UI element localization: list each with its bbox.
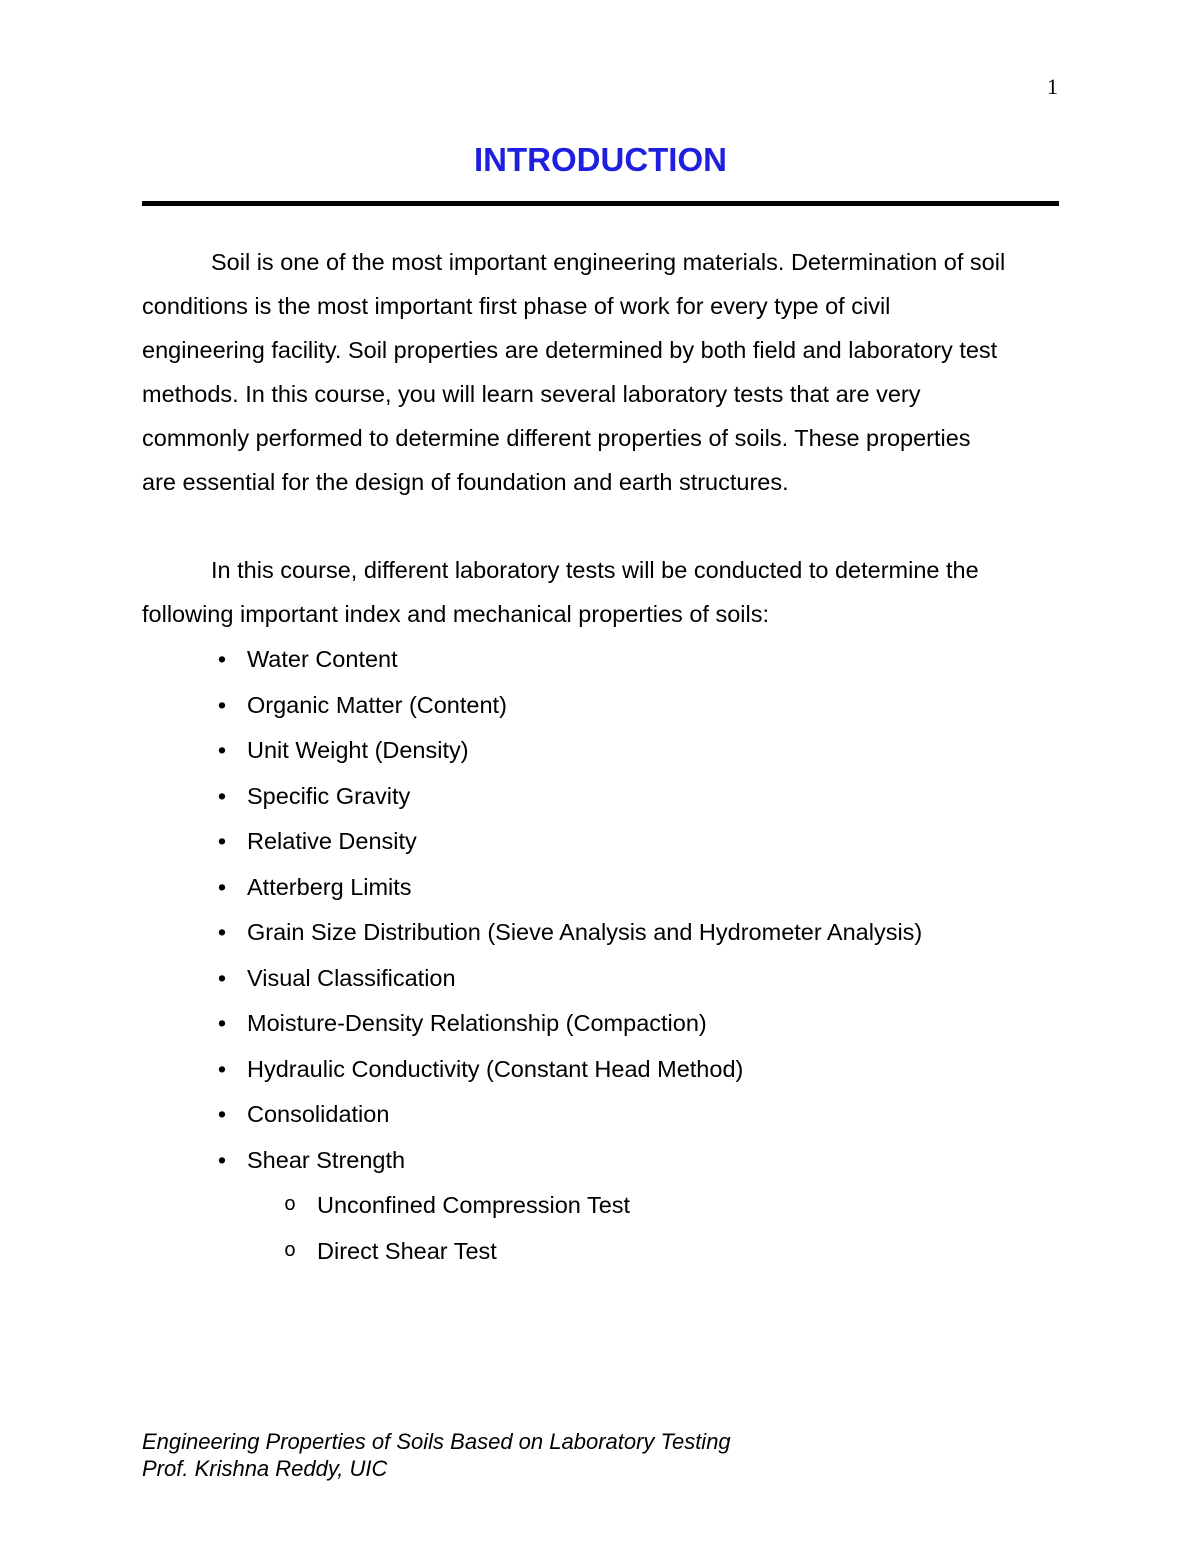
p1-line-6: are essential for the design of foundation and earth structures. xyxy=(142,469,789,495)
list-item xyxy=(142,956,1059,1002)
list-item-label: Atterberg Limits xyxy=(247,873,412,900)
list-item xyxy=(142,865,1059,911)
list-item xyxy=(142,774,1059,820)
list-item xyxy=(142,637,1059,683)
list-item-label: Moisture-Density Relationship (Compaction) xyxy=(247,1010,707,1036)
bullet-icon: • xyxy=(217,691,227,718)
sub-list-item xyxy=(142,1183,1059,1229)
bullet-icon: • xyxy=(217,646,227,672)
bullet-icon: • xyxy=(217,919,227,945)
footer-document-title: Engineering Properties of Soils Based on Laboratory Testing xyxy=(142,1429,731,1454)
list-item-label: Shear Strength xyxy=(247,1146,406,1173)
p1-line-3: engineering facility. Soil properties are determined by both field and laboratory test xyxy=(142,337,998,363)
list-item-label: Grain Size Distribution (Sieve Analysis and Hydrometer Analysis) xyxy=(247,919,923,945)
list-item xyxy=(142,1001,1059,1047)
list-item-label: Water Content xyxy=(247,646,398,672)
bullet-icon: • xyxy=(217,1101,227,1127)
sub-list-item-label: Direct Shear Test xyxy=(317,1237,497,1264)
list-item xyxy=(142,910,1059,956)
bullet-icon: • xyxy=(217,1010,227,1036)
list-item-label: Consolidation xyxy=(247,1101,390,1127)
bullet-icon: • xyxy=(217,873,227,900)
bullet-icon: • xyxy=(217,1055,227,1082)
list-item xyxy=(142,1138,1059,1184)
page-number: 1 xyxy=(1047,74,1058,99)
page-footer xyxy=(142,1428,731,1482)
soil-properties-list xyxy=(142,637,1059,1274)
list-item-label: Unit Weight (Density) xyxy=(247,737,469,763)
bullet-icon: • xyxy=(217,1146,227,1173)
bullet-icon: • xyxy=(217,782,227,809)
list-item-label: Organic Matter (Content) xyxy=(247,691,507,718)
list-item xyxy=(142,728,1059,774)
intro-paragraph-2 xyxy=(142,548,1059,636)
bullet-icon: • xyxy=(217,964,227,991)
circle-bullet-icon: o xyxy=(283,1194,296,1217)
p2-line-2: following important index and mechanical properties of soils: xyxy=(142,601,769,627)
list-item-label: Visual Classification xyxy=(247,964,456,991)
sub-list-item xyxy=(142,1229,1059,1275)
page-title: INTRODUCTION xyxy=(474,141,727,178)
list-item-label: Relative Density xyxy=(247,828,417,854)
list-item-label: Specific Gravity xyxy=(247,782,411,809)
footer-author: Prof. Krishna Reddy, UIC xyxy=(142,1456,388,1481)
p1-line-1: Soil is one of the most important engineering materials. Determination of soil xyxy=(211,249,1006,275)
circle-bullet-icon: o xyxy=(283,1239,296,1263)
p2-line-1: In this course, different laboratory tests will be conducted to determine the xyxy=(211,557,979,583)
bullet-icon: • xyxy=(217,828,227,854)
bullet-icon: • xyxy=(217,737,227,763)
list-item xyxy=(142,683,1059,729)
list-item xyxy=(142,819,1059,865)
p1-line-5: commonly performed to determine different properties of soils. These properties xyxy=(142,425,971,451)
list-item xyxy=(142,1092,1059,1138)
intro-paragraph-1 xyxy=(142,240,1059,504)
sub-list-item-label: Unconfined Compression Test xyxy=(317,1192,631,1218)
list-item-label: Hydraulic Conductivity (Constant Head Method) xyxy=(247,1055,744,1082)
p1-line-4: methods. In this course, you will learn several laboratory tests that are very xyxy=(142,381,921,407)
title-divider xyxy=(142,201,1059,206)
list-item xyxy=(142,1047,1059,1093)
p1-line-2: conditions is the most important first phase of work for every type of civil xyxy=(142,293,891,319)
